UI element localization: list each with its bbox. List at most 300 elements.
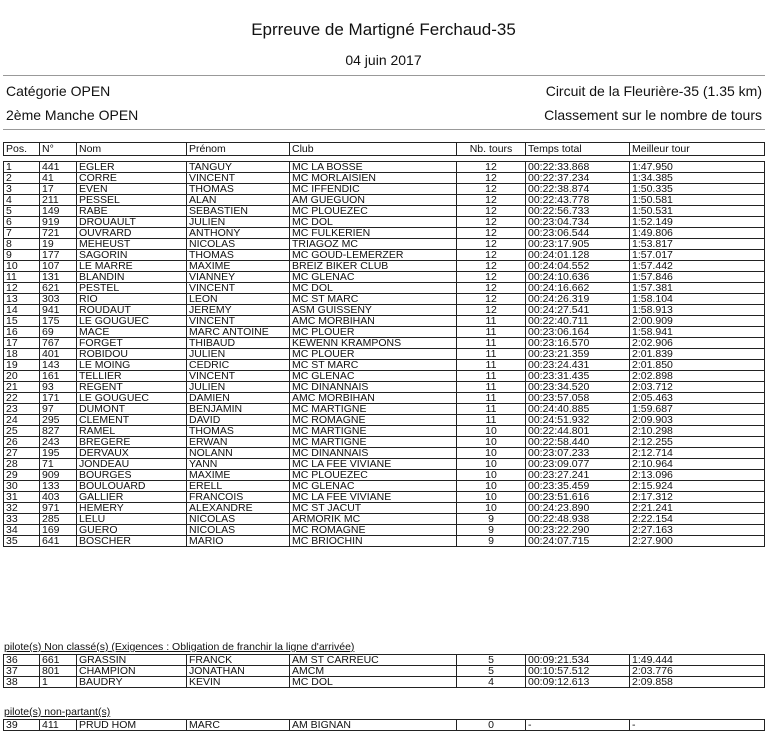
cell-prenom: JULIEN [187, 349, 290, 360]
non-starters-table [3, 719, 765, 731]
cell-total-time: 00:23:06.544 [526, 228, 630, 239]
cell-nom: RAMEL [77, 426, 187, 437]
cell-best-lap: 1:53.817 [630, 239, 765, 250]
table-row [4, 272, 765, 283]
cell-club: MC LA FEE VIVIANE [290, 459, 457, 470]
ranking-label: Classement sur le nombre de tours [544, 107, 762, 123]
cell-nom: RABE [77, 206, 187, 217]
cell-club: MC LA FEE VIVIANE [290, 492, 457, 503]
cell-total-time: - [526, 720, 630, 731]
cell-num: 641 [40, 536, 77, 547]
cell-best-lap: 2:01.839 [630, 349, 765, 360]
cell-nom: BREGERE [77, 437, 187, 448]
cell-total-time: 00:24:40.885 [526, 404, 630, 415]
cell-pos: 17 [4, 338, 40, 349]
cell-best-lap: 2:05.463 [630, 393, 765, 404]
document-title: Eprreuve de Martigné Ferchaud-35 [251, 20, 516, 39]
header-row [4, 143, 765, 156]
cell-nom: DROUAULT [77, 217, 187, 228]
cell-total-time: 00:23:06.164 [526, 327, 630, 338]
col-laps: Nb. tours [457, 143, 526, 156]
cell-prenom: MAXIME [187, 261, 290, 272]
cell-num: 971 [40, 503, 77, 514]
cell-nom: BAUDRY [77, 677, 187, 688]
document-date: 04 juin 2017 [345, 52, 422, 68]
cell-best-lap: 2:03.776 [630, 666, 765, 677]
cell-laps: 12 [457, 272, 526, 283]
cell-laps: 12 [457, 261, 526, 272]
cell-pos: 13 [4, 294, 40, 305]
cell-num: 177 [40, 250, 77, 261]
cell-nom: LE MARRE [77, 261, 187, 272]
cell-nom: GUERO [77, 525, 187, 536]
cell-nom: LE MOING [77, 360, 187, 371]
cell-laps: 11 [457, 415, 526, 426]
cell-laps: 12 [457, 305, 526, 316]
cell-num: 107 [40, 261, 77, 272]
cell-total-time: 00:24:07.715 [526, 536, 630, 547]
cell-nom: ROUDAUT [77, 305, 187, 316]
cell-laps: 11 [457, 338, 526, 349]
cell-prenom: ANTHONY [187, 228, 290, 239]
cell-pos: 27 [4, 448, 40, 459]
cell-club: MC IFFENDIC [290, 184, 457, 195]
cell-pos: 4 [4, 195, 40, 206]
cell-num: 801 [40, 666, 77, 677]
cell-laps: 4 [457, 677, 526, 688]
cell-pos: 36 [4, 655, 40, 666]
cell-prenom: MARIO [187, 536, 290, 547]
cell-best-lap: 2:13.096 [630, 470, 765, 481]
cell-prenom: BENJAMIN [187, 404, 290, 415]
cell-nom: BOURGES [77, 470, 187, 481]
cell-pos: 26 [4, 437, 40, 448]
cell-total-time: 00:24:16.662 [526, 283, 630, 294]
cell-best-lap: 1:52.149 [630, 217, 765, 228]
cell-laps: 9 [457, 525, 526, 536]
cell-nom: RIO [77, 294, 187, 305]
cell-best-lap: 2:12.714 [630, 448, 765, 459]
table-row [4, 316, 765, 327]
cell-club: MC ST MARC [290, 294, 457, 305]
cell-laps: 11 [457, 382, 526, 393]
cell-club: MC DOL [290, 677, 457, 688]
cell-nom: ROBIDOU [77, 349, 187, 360]
table-row [4, 195, 765, 206]
cell-laps: 12 [457, 162, 526, 173]
cell-laps: 5 [457, 666, 526, 677]
cell-laps: 10 [457, 459, 526, 470]
table-row [4, 492, 765, 503]
cell-best-lap: 2:00.909 [630, 316, 765, 327]
cell-prenom: NOLANN [187, 448, 290, 459]
cell-total-time: 00:22:40.711 [526, 316, 630, 327]
cell-num: 661 [40, 655, 77, 666]
cell-prenom: VINCENT [187, 316, 290, 327]
cell-prenom: MARC [187, 720, 290, 731]
cell-prenom: DAVID [187, 415, 290, 426]
table-row [4, 514, 765, 525]
cell-nom: EVEN [77, 184, 187, 195]
cell-pos: 35 [4, 536, 40, 547]
cell-best-lap: 1:57.846 [630, 272, 765, 283]
cell-best-lap: 2:22.154 [630, 514, 765, 525]
cell-best-lap: 1:57.442 [630, 261, 765, 272]
cell-best-lap: 2:03.712 [630, 382, 765, 393]
cell-num: 403 [40, 492, 77, 503]
cell-pos: 18 [4, 349, 40, 360]
cell-prenom: NICOLAS [187, 239, 290, 250]
cell-club: BREIZ BIKER CLUB [290, 261, 457, 272]
cell-pos: 39 [4, 720, 40, 731]
cell-total-time: 00:24:26.319 [526, 294, 630, 305]
cell-club: MC MARTIGNE [290, 437, 457, 448]
cell-laps: 10 [457, 492, 526, 503]
cell-prenom: YANN [187, 459, 290, 470]
cell-prenom: KEVIN [187, 677, 290, 688]
table-row [4, 677, 765, 688]
cell-club: MC GOUD-LEMERZER [290, 250, 457, 261]
cell-total-time: 00:24:27.541 [526, 305, 630, 316]
cell-num: 69 [40, 327, 77, 338]
cell-nom: MEHEUST [77, 239, 187, 250]
cell-total-time: 00:23:51.616 [526, 492, 630, 503]
cell-num: 71 [40, 459, 77, 470]
cell-best-lap: 2:15.924 [630, 481, 765, 492]
cell-total-time: 00:23:31.435 [526, 371, 630, 382]
non-classified-table [3, 654, 765, 688]
cell-club: MC MARTIGNE [290, 426, 457, 437]
cell-nom: LE GOUGUEC [77, 393, 187, 404]
divider [3, 75, 765, 76]
cell-best-lap: 1:58.913 [630, 305, 765, 316]
non-classified-body [4, 655, 765, 688]
cell-total-time: 00:22:38.874 [526, 184, 630, 195]
cell-pos: 32 [4, 503, 40, 514]
results-body [4, 162, 765, 547]
cell-prenom: ALAN [187, 195, 290, 206]
table-row [4, 371, 765, 382]
cell-num: 767 [40, 338, 77, 349]
cell-nom: LELU [77, 514, 187, 525]
non-starters-label: pilote(s) non-partant(s) [4, 706, 111, 718]
table-row [4, 415, 765, 426]
cell-laps: 9 [457, 514, 526, 525]
cell-pos: 9 [4, 250, 40, 261]
cell-prenom: VINCENT [187, 283, 290, 294]
cell-laps: 11 [457, 316, 526, 327]
cell-nom: PESSEL [77, 195, 187, 206]
table-row [4, 162, 765, 173]
cell-num: 143 [40, 360, 77, 371]
cell-club: MC DOL [290, 217, 457, 228]
cell-nom: BLANDIN [77, 272, 187, 283]
cell-nom: MACE [77, 327, 187, 338]
cell-num: 827 [40, 426, 77, 437]
non-classified-label: pilote(s) Non classé(s) (Exigences : Obligation de franchir la ligne d'arrivée) [4, 641, 355, 653]
cell-pos: 38 [4, 677, 40, 688]
cell-pos: 28 [4, 459, 40, 470]
cell-total-time: 00:22:43.778 [526, 195, 630, 206]
cell-club: AM GUEGUON [290, 195, 457, 206]
cell-total-time: 00:22:56.733 [526, 206, 630, 217]
table-row [4, 239, 765, 250]
cell-prenom: ERWAN [187, 437, 290, 448]
cell-num: 175 [40, 316, 77, 327]
table-row [4, 666, 765, 677]
cell-nom: DUMONT [77, 404, 187, 415]
cell-laps: 12 [457, 195, 526, 206]
cell-pos: 19 [4, 360, 40, 371]
table-row [4, 655, 765, 666]
cell-pos: 10 [4, 261, 40, 272]
cell-best-lap: 2:02.898 [630, 371, 765, 382]
table-row [4, 470, 765, 481]
cell-prenom: DAMIEN [187, 393, 290, 404]
cell-nom: PESTEL [77, 283, 187, 294]
cell-nom: GALLIER [77, 492, 187, 503]
cell-club: MC GLENAC [290, 481, 457, 492]
cell-nom: SAGORIN [77, 250, 187, 261]
cell-laps: 12 [457, 250, 526, 261]
table-row [4, 261, 765, 272]
cell-prenom: JONATHAN [187, 666, 290, 677]
cell-pos: 2 [4, 173, 40, 184]
cell-num: 17 [40, 184, 77, 195]
table-row [4, 382, 765, 393]
cell-total-time: 00:23:09.077 [526, 459, 630, 470]
cell-best-lap: 2:10.964 [630, 459, 765, 470]
cell-total-time: 00:24:23.890 [526, 503, 630, 514]
cell-num: 303 [40, 294, 77, 305]
cell-prenom: TANGUY [187, 162, 290, 173]
cell-club: MC ROMAGNE [290, 415, 457, 426]
cell-laps: 10 [457, 448, 526, 459]
cell-pos: 15 [4, 316, 40, 327]
cell-nom: CORRE [77, 173, 187, 184]
cell-club: MC FULKERIEN [290, 228, 457, 239]
cell-prenom: FRANCK [187, 655, 290, 666]
cell-total-time: 00:24:10.636 [526, 272, 630, 283]
table-row [4, 349, 765, 360]
cell-laps: 12 [457, 283, 526, 294]
category-label: Catégorie OPEN [6, 83, 111, 99]
col-num: N° [40, 143, 77, 156]
cell-total-time: 00:24:04.552 [526, 261, 630, 272]
cell-laps: 11 [457, 327, 526, 338]
table-row [4, 426, 765, 437]
cell-laps: 11 [457, 371, 526, 382]
cell-pos: 33 [4, 514, 40, 525]
cell-best-lap: 2:01.850 [630, 360, 765, 371]
cell-club: MC PLOUER [290, 327, 457, 338]
cell-total-time: 00:23:24.431 [526, 360, 630, 371]
cell-club: MC GLENAC [290, 272, 457, 283]
cell-club: MC ST MARC [290, 360, 457, 371]
cell-laps: 12 [457, 294, 526, 305]
cell-laps: 11 [457, 404, 526, 415]
cell-best-lap: 1:57.381 [630, 283, 765, 294]
table-row [4, 294, 765, 305]
cell-club: MC MARTIGNE [290, 404, 457, 415]
cell-pos: 1 [4, 162, 40, 173]
cell-laps: 12 [457, 184, 526, 195]
col-total-time: Temps total [526, 143, 630, 156]
table-row [4, 305, 765, 316]
col-club: Club [290, 143, 457, 156]
cell-best-lap: 2:12.255 [630, 437, 765, 448]
cell-laps: 12 [457, 173, 526, 184]
cell-num: 1 [40, 677, 77, 688]
cell-club: MC PLOUEZEC [290, 470, 457, 481]
cell-num: 909 [40, 470, 77, 481]
cell-prenom: FRANCOIS [187, 492, 290, 503]
cell-prenom: MARC ANTOINE [187, 327, 290, 338]
cell-num: 149 [40, 206, 77, 217]
cell-total-time: 00:23:57.058 [526, 393, 630, 404]
cell-num: 93 [40, 382, 77, 393]
cell-num: 131 [40, 272, 77, 283]
cell-club: AM ST CARREUC [290, 655, 457, 666]
cell-club: MC DINANNAIS [290, 448, 457, 459]
cell-nom: CHAMPION [77, 666, 187, 677]
cell-best-lap: 2:21.241 [630, 503, 765, 514]
cell-club: MC DINANNAIS [290, 382, 457, 393]
table-row [4, 404, 765, 415]
cell-pos: 30 [4, 481, 40, 492]
cell-pos: 20 [4, 371, 40, 382]
table-row [4, 393, 765, 404]
cell-best-lap: 1:57.017 [630, 250, 765, 261]
cell-nom: TELLIER [77, 371, 187, 382]
col-nom: Nom [77, 143, 187, 156]
cell-best-lap: 1:49.806 [630, 228, 765, 239]
cell-num: 41 [40, 173, 77, 184]
cell-club: MC BRIOCHIN [290, 536, 457, 547]
cell-laps: 0 [457, 720, 526, 731]
cell-num: 401 [40, 349, 77, 360]
cell-total-time: 00:23:16.570 [526, 338, 630, 349]
table-row [4, 283, 765, 294]
cell-num: 295 [40, 415, 77, 426]
cell-prenom: ALEXANDRE [187, 503, 290, 514]
table-row [4, 173, 765, 184]
cell-total-time: 00:23:35.459 [526, 481, 630, 492]
table-row [4, 250, 765, 261]
non-starters-body [4, 720, 765, 731]
cell-pos: 23 [4, 404, 40, 415]
cell-club: ASM GUISSENY [290, 305, 457, 316]
cell-best-lap: 2:09.858 [630, 677, 765, 688]
cell-club: MC MORLAISIEN [290, 173, 457, 184]
cell-prenom: NICOLAS [187, 514, 290, 525]
cell-pos: 22 [4, 393, 40, 404]
cell-nom: BOULOUARD [77, 481, 187, 492]
cell-laps: 10 [457, 426, 526, 437]
cell-num: 243 [40, 437, 77, 448]
cell-best-lap: 1:50.581 [630, 195, 765, 206]
cell-prenom: VINCENT [187, 173, 290, 184]
cell-prenom: LEON [187, 294, 290, 305]
cell-club: MC GLENAC [290, 371, 457, 382]
cell-best-lap: 2:09.903 [630, 415, 765, 426]
table-row [4, 228, 765, 239]
cell-num: 195 [40, 448, 77, 459]
cell-total-time: 00:24:01.128 [526, 250, 630, 261]
cell-nom: REGENT [77, 382, 187, 393]
cell-prenom: THIBAUD [187, 338, 290, 349]
cell-total-time: 00:10:57.512 [526, 666, 630, 677]
cell-prenom: MAXIME [187, 470, 290, 481]
cell-num: 941 [40, 305, 77, 316]
cell-total-time: 00:23:17.905 [526, 239, 630, 250]
cell-best-lap: 1:58.104 [630, 294, 765, 305]
table-row [4, 503, 765, 514]
cell-pos: 11 [4, 272, 40, 283]
cell-prenom: VINCENT [187, 371, 290, 382]
cell-num: 169 [40, 525, 77, 536]
cell-total-time: 00:23:21.359 [526, 349, 630, 360]
table-row [4, 459, 765, 470]
cell-laps: 12 [457, 206, 526, 217]
cell-pos: 14 [4, 305, 40, 316]
cell-num: 171 [40, 393, 77, 404]
cell-total-time: 00:22:37.234 [526, 173, 630, 184]
cell-nom: HEMERY [77, 503, 187, 514]
cell-pos: 12 [4, 283, 40, 294]
cell-pos: 7 [4, 228, 40, 239]
cell-laps: 10 [457, 503, 526, 514]
cell-prenom: CEDRIC [187, 360, 290, 371]
table-row [4, 327, 765, 338]
cell-pos: 37 [4, 666, 40, 677]
cell-laps: 11 [457, 349, 526, 360]
table-row [4, 184, 765, 195]
cell-club: MC PLOUER [290, 349, 457, 360]
cell-best-lap: 2:27.900 [630, 536, 765, 547]
cell-num: 441 [40, 162, 77, 173]
cell-laps: 10 [457, 481, 526, 492]
cell-laps: 12 [457, 228, 526, 239]
cell-club: AMC MORBIHAN [290, 316, 457, 327]
cell-nom: PRUD HOM [77, 720, 187, 731]
cell-club: AM BIGNAN [290, 720, 457, 731]
cell-total-time: 00:24:51.932 [526, 415, 630, 426]
col-pos: Pos. [4, 143, 40, 156]
cell-total-time: 00:23:04.734 [526, 217, 630, 228]
cell-best-lap: 2:10.298 [630, 426, 765, 437]
cell-best-lap: 1:47.950 [630, 162, 765, 173]
table-row [4, 481, 765, 492]
cell-num: 621 [40, 283, 77, 294]
cell-num: 19 [40, 239, 77, 250]
table-row [4, 720, 765, 731]
cell-num: 97 [40, 404, 77, 415]
cell-nom: FORGET [77, 338, 187, 349]
cell-best-lap: 1:49.444 [630, 655, 765, 666]
cell-club: ARMORIK MC [290, 514, 457, 525]
cell-pos: 5 [4, 206, 40, 217]
cell-nom: JONDEAU [77, 459, 187, 470]
cell-club: MC PLOUEZEC [290, 206, 457, 217]
cell-nom: OUVRARD [77, 228, 187, 239]
results-table [3, 142, 765, 547]
cell-total-time: 00:23:27.241 [526, 470, 630, 481]
cell-prenom: JULIEN [187, 217, 290, 228]
cell-best-lap: - [630, 720, 765, 731]
cell-nom: LE GOUGUEC [77, 316, 187, 327]
cell-total-time: 00:23:07.233 [526, 448, 630, 459]
